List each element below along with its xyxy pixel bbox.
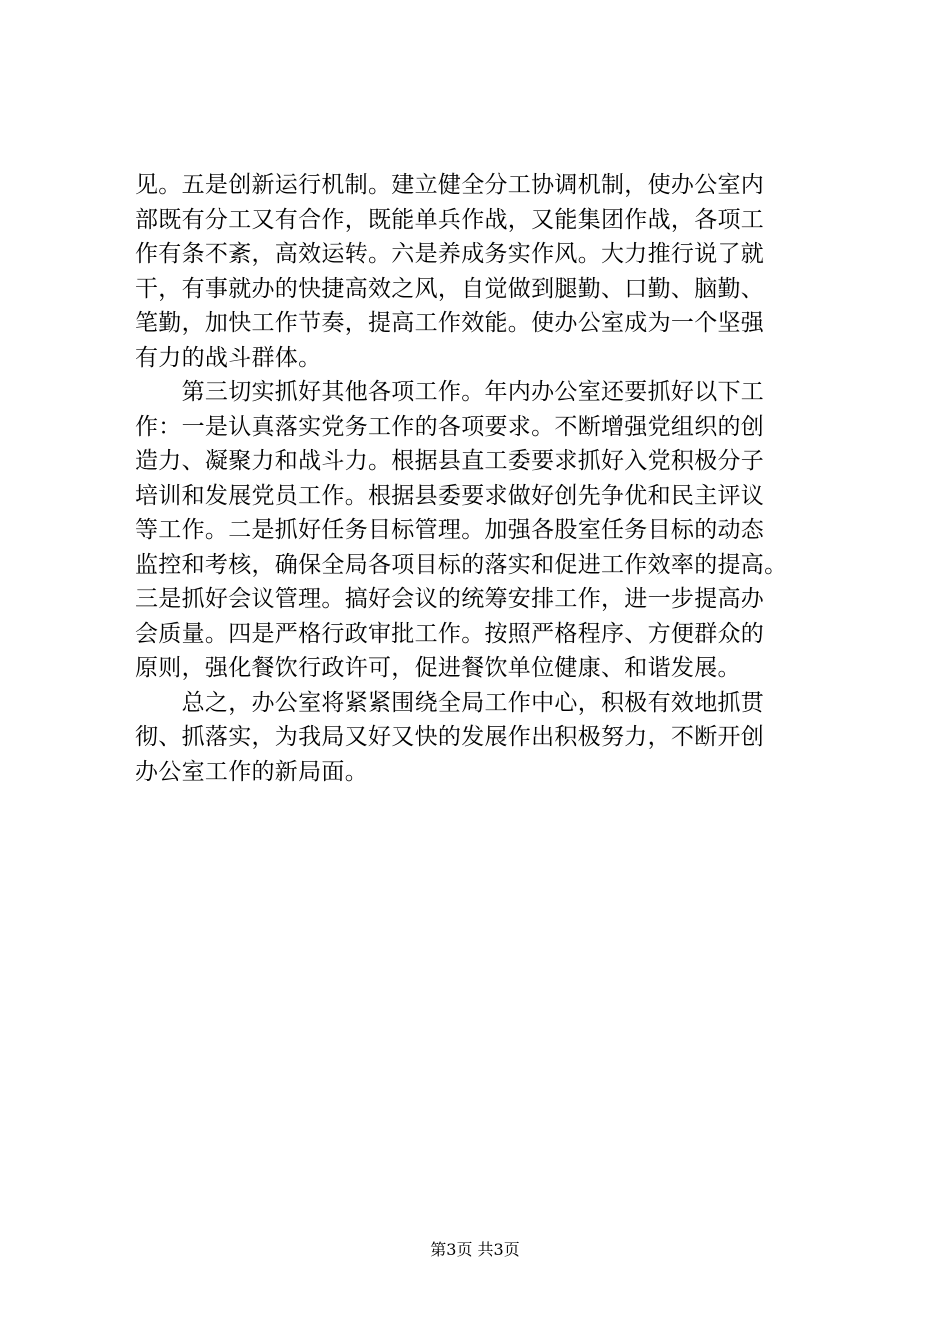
- text-line: 作有条不紊，高效运转。六是养成务实作风。大力推行说了就: [135, 241, 765, 267]
- text-line: 办公室工作的新局面。: [135, 758, 368, 785]
- text-line: 见。五是创新运行机制。建立健全分工协调机制，使办公室内: [135, 172, 765, 198]
- text-line: 原则，强化餐饮行政许可，促进餐饮单位健康、和谐发展。: [135, 655, 741, 681]
- text-line: 总之，办公室将紧紧围绕全局工作中心，积极有效地抓贯: [135, 689, 765, 716]
- text-line: 第三切实抓好其他各项工作。年内办公室还要抓好以下工: [135, 379, 765, 405]
- text-line: 会质量。四是严格行政审批工作。按照严格程序、方便群众的: [135, 620, 765, 647]
- text-line: 监控和考核，确保全局各项目标的落实和促进工作效率的提高。: [135, 551, 788, 578]
- body-text: [135, 168, 835, 789]
- text-line: 作：一是认真落实党务工作的各项要求。不断增强党组织的创: [135, 413, 765, 440]
- text-line: 干，有事就办的快捷高效之风，自觉做到腿勤、口勤、脑勤、: [135, 275, 765, 302]
- text-line: 三是抓好会议管理。搞好会议的统筹安排工作，进一步提高办: [135, 586, 765, 612]
- text-line: 培训和发展党员工作。根据县委要求做好创先争优和民主评议: [135, 482, 765, 509]
- text-line: 笔勤，加快工作节奏，提高工作效能。使办公室成为一个坚强: [135, 310, 765, 336]
- text-line: 造力、凝聚力和战斗力。根据县直工委要求抓好入党积极分子: [135, 448, 765, 474]
- text-line: 等工作。二是抓好任务目标管理。加强各股室任务目标的动态: [135, 517, 765, 543]
- text-line: 彻、抓落实，为我局又好又快的发展作出积极努力，不断开创: [135, 724, 765, 750]
- page-footer: 第3页 共3页: [430, 1240, 520, 1259]
- text-line: 有力的战斗群体。: [135, 344, 322, 371]
- text-line: 部既有分工又有合作，既能单兵作战，又能集团作战，各项工: [135, 206, 765, 233]
